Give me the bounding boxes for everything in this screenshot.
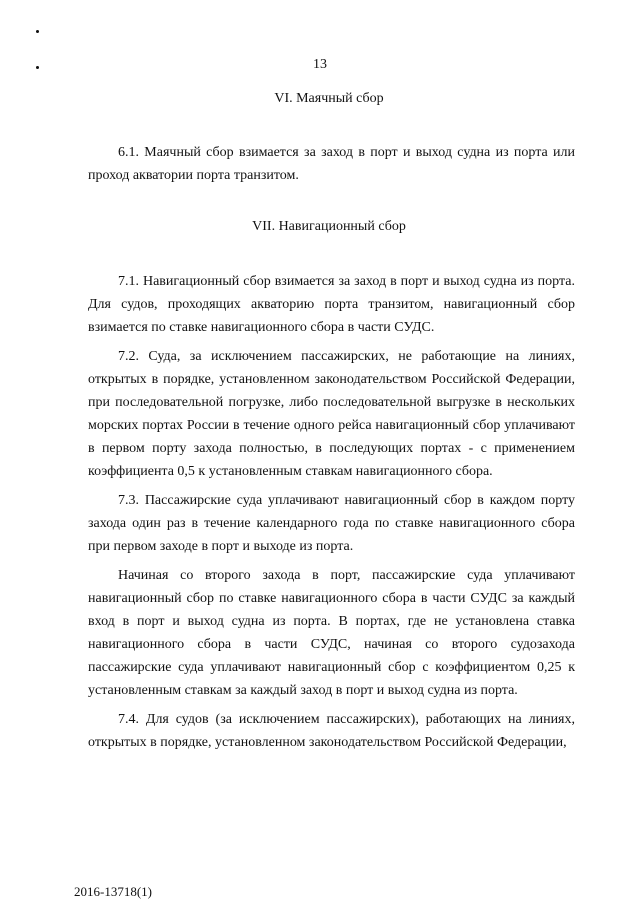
paragraph-7-3-continued: Начиная со второго захода в порт, пассажирские суда уплачивают навигационный сбор по ставке навигационного сбора в части СУДС за каждый вход в порт и выход судна из порта. В портах, где не установлена ставка навигационного сбора в части СУДС, начиная со второго судозахода пассажирские суда уплачивают навигационный сбор с коэффициентом 0,25 к установленным ставкам за каждый заход в порт и выход судна из порта.: [88, 568, 575, 698]
section-6-body: [88, 141, 575, 187]
paragraph-7-2: 7.2. Суда, за исключением пассажирских, не работающие на линиях, открытых в порядке, установленном законодательством Российской Федерации, при последовательной погрузке, либо последовательной выгрузке в нескольких морских портах России в течение одного рейса навигационный сбор уплачивают в первом порту захода полностью, в последующих портах - с применением коэффициента 0,5 к установленным ставкам навигационного сбора.: [88, 349, 575, 479]
scan-speck: [36, 30, 39, 33]
paragraph-6-1: 6.1. Маячный сбор взимается за заход в порт и выход судна из порта или проход акватории порта транзитом.: [88, 145, 575, 183]
page-number: 13: [313, 57, 327, 72]
section-6-heading: VI. Маячный сбор: [274, 91, 384, 106]
section-7-heading: VII. Навигационный сбор: [252, 219, 406, 234]
section-7-body: [88, 270, 575, 754]
paragraph-7-1: 7.1. Навигационный сбор взимается за заход в порт и выход судна из порта. Для судов, проходящих акваторию порта транзитом, навигационный сбор взимается по ставке навигационного сбора в части СУДС.: [88, 274, 575, 335]
paragraph-7-4: 7.4. Для судов (за исключением пассажирских), работающих на линиях, открытых в порядке, установленном законодательством Российской Федерации,: [88, 712, 575, 750]
paragraph-7-3: 7.3. Пассажирские суда уплачивают навигационный сбор в каждом порту захода один раз в течение календарного года по ставке навигационного сбора при первом заходе в порт и выходе из порта.: [88, 493, 575, 554]
document-code: 2016-13718(1): [74, 884, 152, 899]
